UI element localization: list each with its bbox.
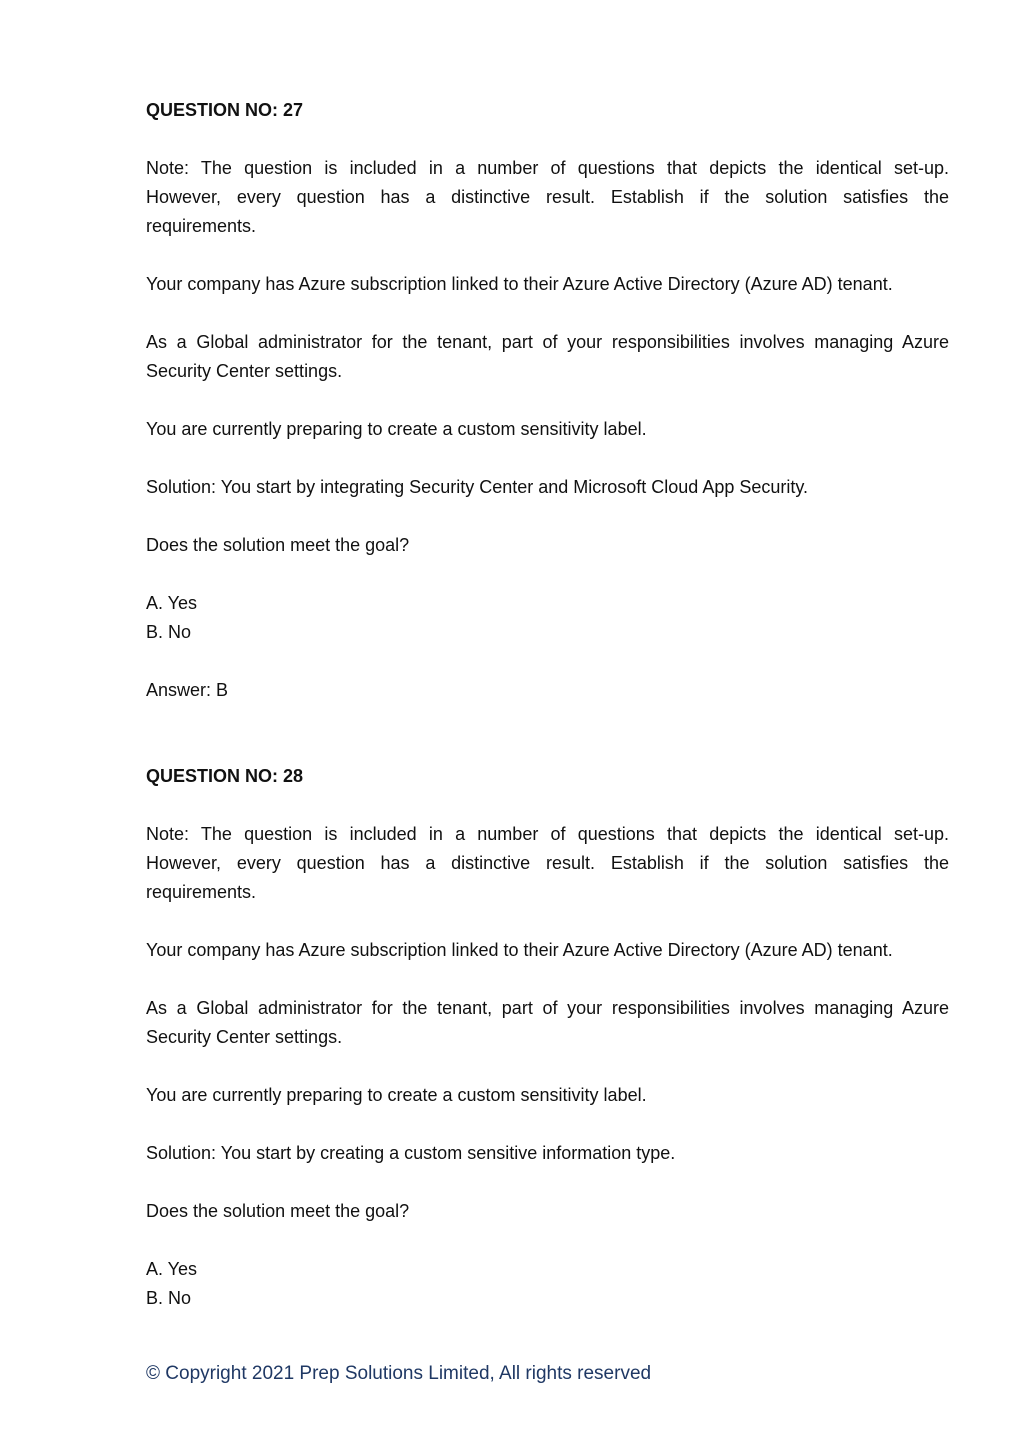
question-28-solution: Solution: You start by creating a custom sensitive information type. — [146, 1143, 676, 1163]
question-27-company: Your company has Azure subscription linked to their Azure Active Directory (Azure AD) tenant. — [146, 274, 893, 294]
question-28-preparing: You are currently preparing to create a custom sensitivity label. — [146, 1085, 647, 1105]
question-28-note-line-2: However, every question has a distinctive result. Establish if the solution satisfies the — [146, 853, 949, 873]
question-28-option-b: B. No — [146, 1288, 192, 1308]
question-28-note-line-3: requirements. — [146, 882, 257, 902]
question-28-company: Your company has Azure subscription linked to their Azure Active Directory (Azure AD) tenant. — [146, 940, 893, 960]
question-27-admin-line-1: As a Global administrator for the tenant, part of your responsibilities involves managing Azure — [146, 332, 949, 352]
question-28-admin-line-1: As a Global administrator for the tenant, part of your responsibilities involves managing Azure — [146, 998, 949, 1018]
question-27-answer: Answer: B — [146, 680, 229, 700]
question-27-note-line-2: However, every question has a distinctive result. Establish if the solution satisfies the — [146, 187, 949, 207]
question-28-goal: Does the solution meet the goal? — [146, 1201, 410, 1221]
question-27-option-b: B. No — [146, 622, 192, 642]
question-27-solution: Solution: You start by integrating Security Center and Microsoft Cloud App Security. — [146, 477, 809, 497]
question-28-admin-line-2: Security Center settings. — [146, 1027, 343, 1047]
question-27-title: QUESTION NO: 27 — [146, 100, 304, 120]
question-27-goal: Does the solution meet the goal? — [146, 535, 410, 555]
question-27-admin-line-2: Security Center settings. — [146, 361, 343, 381]
question-27-note-line-1: Note: The question is included in a number of questions that depicts the identical set-up. — [146, 158, 949, 178]
question-27-option-a: A. Yes — [146, 593, 198, 613]
copyright-footer: © Copyright 2021 Prep Solutions Limited, All rights reserved — [146, 1363, 652, 1384]
question-28-option-a: A. Yes — [146, 1259, 198, 1279]
question-28-title: QUESTION NO: 28 — [146, 766, 304, 786]
question-28-note-line-1: Note: The question is included in a number of questions that depicts the identical set-up. — [146, 824, 949, 844]
question-27-note-line-3: requirements. — [146, 216, 257, 236]
question-27-preparing: You are currently preparing to create a custom sensitivity label. — [146, 419, 647, 439]
